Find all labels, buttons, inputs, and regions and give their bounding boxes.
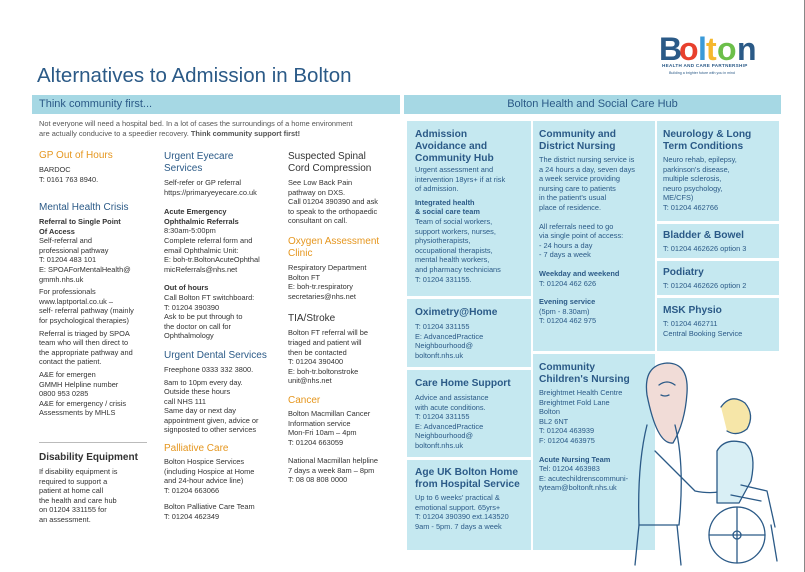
- ae-line: A&E for emergen: [39, 369, 96, 379]
- scc-line: to speak to the orthopaedic: [288, 206, 378, 216]
- mh-line: Self-referral and: [39, 236, 92, 246]
- nl-line: parkinson's disease,: [663, 164, 730, 174]
- oxy-line: E: boh-tr.respiratory: [288, 282, 353, 292]
- svg-text:o: o: [717, 31, 737, 67]
- col1-mh: [39, 202, 134, 418]
- aa-title: Avoidance and: [415, 141, 488, 152]
- aeo-title: Acute Emergency: [164, 207, 227, 217]
- eye-title: Services: [164, 163, 203, 174]
- svg-text:n: n: [737, 31, 757, 67]
- dis-line: If disability equipment is: [39, 467, 118, 476]
- scc-line: See Low Back Pain: [288, 178, 353, 187]
- bolton-logo: [659, 30, 779, 82]
- oxy-line: Bolton FT: [288, 272, 321, 282]
- intro-line: are actually conducive to a speedier recovery.: [39, 128, 189, 138]
- hub-bladder-box: [656, 223, 780, 259]
- nl-content: [663, 129, 751, 213]
- ox-title: Oximetry@Home: [415, 307, 498, 318]
- spoa-line: the appropriate pathway and: [39, 347, 133, 357]
- can-line: Mon-Fri 10am – 4pm: [288, 428, 357, 438]
- ooh-line: Ophthalmology: [164, 331, 214, 341]
- mac-line: National Macmillan helpline: [288, 456, 378, 466]
- col2-eye: [164, 151, 267, 522]
- tia-line: E: boh-tr.boltonstroke: [288, 366, 359, 376]
- logo-subtitle: HEALTH AND CARE PARTNERSHIP: [662, 63, 748, 68]
- ox-line: Neighbourhood@: [415, 341, 474, 351]
- aa-line2: T: 01204 331155.: [415, 274, 472, 284]
- aa-sub: & social care team: [415, 207, 480, 217]
- prof-line: For professionals: [39, 287, 96, 297]
- pall2-line: T: 01204 462349: [164, 512, 220, 522]
- au-line: 9am - 5pm. 7 days a week: [415, 521, 502, 531]
- scc-line: Call 01204 390390 and ask: [288, 197, 378, 207]
- an-line: Tel: 01204 463983: [539, 464, 600, 474]
- gp-tel: T: 0161 763 8940.: [39, 174, 99, 184]
- oxy-line: secretaries@nhs.net: [288, 291, 356, 301]
- au-title: from Hospital Service: [415, 479, 520, 490]
- can-line: T: 01204 663059: [288, 437, 344, 447]
- oxy-title: Oxygen Assessment: [288, 235, 380, 247]
- hub-ageuk-box: [406, 459, 532, 551]
- ms-content: [663, 305, 742, 338]
- divider: [39, 442, 147, 443]
- bb-content: [663, 230, 746, 254]
- mh-sub: Of Access: [39, 226, 75, 236]
- spoa-line: Referral is triaged by SPOA: [39, 328, 130, 338]
- aa-line2: and pharmacy technicians: [415, 264, 501, 274]
- svg-text:o: o: [679, 31, 699, 67]
- dis-line: required to support a: [39, 476, 108, 486]
- cc-line: BL2 6NT: [539, 416, 569, 426]
- hub-district-nursing-box: [532, 120, 656, 352]
- dent-line: Freephone 0333 332 3800.: [164, 364, 254, 374]
- dn-line: place of residence.: [539, 202, 602, 212]
- ch-title: Care Home Support: [415, 378, 511, 389]
- cc-content: [539, 362, 630, 493]
- scc-line: consultant on call.: [288, 216, 348, 226]
- page-title: Alternatives to Admission in Bolton: [37, 64, 352, 87]
- au-title: Age UK Bolton Home: [415, 467, 519, 478]
- tia-line: unit@nhs.net: [288, 376, 332, 386]
- ae-line: A&E for emergency / crisis: [39, 398, 127, 408]
- dn-content: [539, 129, 635, 326]
- ooh-line: Call Bolton FT switchboard:: [164, 292, 255, 302]
- tia-title: TIA/Stroke: [288, 313, 336, 325]
- aa-line: Urgent assessment and: [415, 165, 494, 174]
- nl-title: Neurology & Long: [663, 129, 752, 140]
- ae-line: Assessments by MHLS: [39, 408, 116, 418]
- dn-line2: via single point of access:: [539, 231, 624, 241]
- mh-line: E: SPOAForMentalHealth@: [39, 264, 131, 274]
- ae-line: GMMH Helpline number: [39, 379, 119, 389]
- po-title: Podiatry: [663, 267, 704, 278]
- right-bar: Bolton Health and Social Care Hub: [404, 95, 781, 114]
- eye-line: Self-refer or GP referral: [164, 178, 242, 187]
- can-line: Bolton Macmillan Cancer: [288, 408, 371, 418]
- dis-line: an assessment.: [39, 514, 91, 524]
- ms-title: MSK Physio: [663, 305, 722, 316]
- ae-line: 0800 953 0285: [39, 389, 89, 399]
- ms-line: Central Booking Service: [663, 328, 743, 338]
- mh-line: gmmh.nhs.uk: [39, 274, 84, 284]
- dent-title: Urgent Dental Services: [164, 349, 267, 361]
- oxy-line: Respiratory Department: [288, 262, 367, 272]
- hub-podiatry-box: [656, 260, 780, 296]
- wk-title: Weekday and weekend: [539, 268, 620, 278]
- dn-line: nursing care to patients: [539, 183, 616, 193]
- aa-line2: support workers, nurses,: [415, 226, 496, 236]
- aeo-line: 8:30am-5:00pm: [164, 226, 216, 236]
- logo-tagline: Building a brighter future with you in mind: [669, 71, 735, 75]
- nl-title: Term Conditions: [663, 141, 744, 152]
- bb-title: Bladder & Bowel: [663, 230, 744, 241]
- pall-line: Bolton Hospice Services: [164, 457, 245, 467]
- hub-oximetry-box: [406, 298, 532, 368]
- dent-line: signposted to other services: [164, 425, 257, 435]
- pall-title: Palliative Care: [164, 443, 229, 455]
- cc-title: Children's Nursing: [539, 374, 630, 385]
- aa-line2: mental health workers,: [415, 255, 490, 265]
- eye-title: Urgent Eyecare: [164, 151, 234, 162]
- cc-line: Breightmet Fold Lane: [539, 397, 610, 407]
- cc-title: Community: [539, 362, 596, 373]
- aeo-line: Complete referral form and: [164, 235, 253, 245]
- dent-line: Outside these hours: [164, 387, 231, 397]
- dn-line: The district nursing service is: [539, 155, 635, 164]
- dent-line: appointment given, advice or: [164, 415, 259, 425]
- po-content: [663, 267, 746, 291]
- scc-title: Cord Compression: [288, 163, 372, 174]
- aeo-title: Ophthalmic Referrals: [164, 216, 239, 226]
- tia-line: Bolton FT referral will be: [288, 328, 368, 338]
- tia-line: triaged and patient will: [288, 337, 362, 347]
- cc-line: Bolton: [539, 407, 560, 417]
- prof-line: for psychological therapies): [39, 315, 129, 325]
- gp-title: GP Out of Hours: [39, 150, 113, 161]
- nl-line: ME/CFS): [663, 193, 694, 203]
- mh-sub: Referral to Single Point: [39, 217, 121, 226]
- cc-line: Breightmet Health Centre: [539, 388, 623, 397]
- ox-line: boltonft.nhs.uk: [415, 350, 464, 360]
- dn-line: a week service providing: [539, 174, 620, 184]
- prof-line: self- referral pathway (mainly: [39, 306, 134, 316]
- pall-line: T: 01204 663066: [164, 485, 220, 495]
- scc-title: Suspected Spinal: [288, 151, 366, 162]
- aa-sub: Integrated health: [415, 197, 475, 207]
- dn-line2: - 24 hours a day: [539, 240, 593, 250]
- an-title: Acute Nursing Team: [539, 454, 611, 464]
- pall-line: (including Hospice at Home: [164, 466, 255, 476]
- hub-msk-box: [656, 297, 780, 352]
- ch-line: Advice and assistance: [415, 393, 489, 402]
- can-title: Cancer: [288, 394, 321, 406]
- svg-text:B: B: [659, 31, 682, 67]
- ooh-line: the doctor on call for: [164, 321, 231, 331]
- dis-line: the health and care hub: [39, 495, 117, 505]
- dn-line: in the patient's usual: [539, 193, 607, 203]
- aa-line2: Team of social workers,: [415, 216, 493, 226]
- aa-line: intervention 18yrs+ if at risk: [415, 174, 506, 184]
- hub-neurology-box: [656, 120, 780, 222]
- col1-gp: [39, 150, 113, 184]
- oxy-title: Clinic: [288, 247, 313, 259]
- nl-line: multiple sclerosis,: [663, 174, 722, 184]
- nl-line: neuro psychology,: [663, 183, 723, 193]
- dn-title: Community and: [539, 129, 616, 140]
- tia-line: then be contacted: [288, 347, 347, 357]
- aa-title: Admission: [415, 129, 468, 140]
- an-line: E: acutechildrenscommuni-: [539, 473, 629, 483]
- ev-line: T: 01204 462 975: [539, 316, 597, 326]
- svg-text:t: t: [706, 31, 717, 67]
- ooh-line: T: 01204 390390: [164, 302, 220, 312]
- pall2-line: Bolton Palliative Care Team: [164, 502, 255, 512]
- svg-text:l: l: [698, 31, 707, 67]
- left-bar: Think community first...: [32, 95, 400, 114]
- aa-line2: physiotherapists,: [415, 236, 471, 246]
- spoa-line: contact the patient.: [39, 357, 102, 367]
- eye-line: https://primaryeyecare.co.uk: [164, 187, 257, 197]
- intro-bold: Think community support first!: [190, 128, 301, 138]
- ch-content: [415, 378, 511, 451]
- dn-title: District Nursing: [539, 141, 616, 152]
- aeo-line: micReferrals@nhs.net: [164, 264, 238, 274]
- tia-line: T: 01204 390400: [288, 357, 344, 367]
- nl-line: T: 01204 462766: [663, 202, 719, 212]
- an-line: tyteam@boltonft.nhs.uk: [539, 483, 617, 493]
- cc-line: T: 01204 463939: [539, 426, 595, 436]
- mh-title: Mental Health Crisis: [39, 202, 129, 213]
- au-line: Up to 6 weeks' practical &: [415, 493, 500, 502]
- intro-text: [39, 119, 352, 138]
- au-content: [415, 467, 520, 531]
- ox-line: E: AdvancedPractice: [415, 331, 484, 341]
- gp-name: BARDOC: [39, 165, 71, 174]
- prof-line: www.laptportal.co.uk –: [39, 296, 113, 306]
- scc-line: pathway on DXS.: [288, 187, 346, 197]
- hub-admission-box: [406, 120, 532, 297]
- cc-line: F: 01204 463975: [539, 435, 595, 445]
- ms-line: T: 01204 462711: [663, 319, 718, 328]
- mh-line: T: 01204 483 101: [39, 255, 97, 265]
- ch-line: T: 01204 331155: [415, 412, 470, 422]
- mh-line: professional pathway: [39, 245, 109, 255]
- hub-carehome-box: [406, 369, 532, 458]
- ox-line: T: 01204 331155: [415, 322, 470, 331]
- mac-line: T: 08 08 808 0000: [288, 475, 348, 485]
- dn-line: a 24 hours a day, seven days: [539, 164, 636, 174]
- illustration-icon: [625, 355, 790, 567]
- col1-dis: [39, 452, 138, 525]
- bb-tel: T: 01204 462626 option 3: [663, 244, 747, 253]
- ch-line: Neighbourhood@: [415, 431, 474, 441]
- ooh-title: Out of hours: [164, 283, 209, 293]
- aeo-line: email Ophthalmic Unit:: [164, 245, 239, 255]
- intro-line: Not everyone will need a hospital bed. In a lot of cases the surroundings of a home environment: [39, 119, 353, 128]
- ch-line: boltonft.nhs.uk: [415, 440, 464, 450]
- au-line: emotional support. 65yrs+: [415, 502, 501, 512]
- aa-content: [415, 129, 505, 284]
- dn-line2: All referrals need to go: [539, 221, 614, 231]
- aa-line: of admission.: [415, 184, 459, 194]
- ox-content: [415, 307, 497, 360]
- dn-line2: - 7 days a week: [539, 250, 591, 260]
- ch-line: with acute conditions.: [415, 402, 486, 412]
- aa-line2: occupational therapists,: [415, 245, 493, 255]
- dent-line: call NHS 111: [164, 396, 207, 406]
- ch-line: E: AdvancedPractice: [415, 421, 484, 431]
- col3: [288, 151, 379, 485]
- aeo-line: E: boh-tr.BoltonAcuteOphthal: [164, 255, 260, 265]
- dis-title: Disability Equipment: [39, 452, 138, 463]
- dent-line: 8am to 10pm every day.: [164, 377, 243, 387]
- can-line: Information service: [288, 418, 351, 428]
- au-line: T: 01204 390390 ext.143520: [415, 512, 509, 522]
- spoa-line: team who will then direct to: [39, 338, 129, 348]
- wk-tel: T: 01204 462 626: [539, 278, 597, 288]
- dis-line: on 01204 331155 for: [39, 505, 107, 515]
- dis-line: patient at home call: [39, 486, 104, 496]
- ev-title: Evening service: [539, 297, 596, 307]
- mac-line: 7 days a week 8am – 8pm: [288, 465, 375, 475]
- ev-line: (5pm - 8.30am): [539, 306, 590, 316]
- po-tel: T: 01204 462626 option 2: [663, 281, 747, 290]
- dent-line: Same day or next day: [164, 406, 236, 416]
- pall-line: and 24-hour advice line): [164, 476, 244, 486]
- aa-title: Community Hub: [415, 153, 494, 164]
- ooh-line: Ask to be put through to: [164, 312, 243, 322]
- nl-line: Neuro rehab, epilepsy,: [663, 155, 737, 164]
